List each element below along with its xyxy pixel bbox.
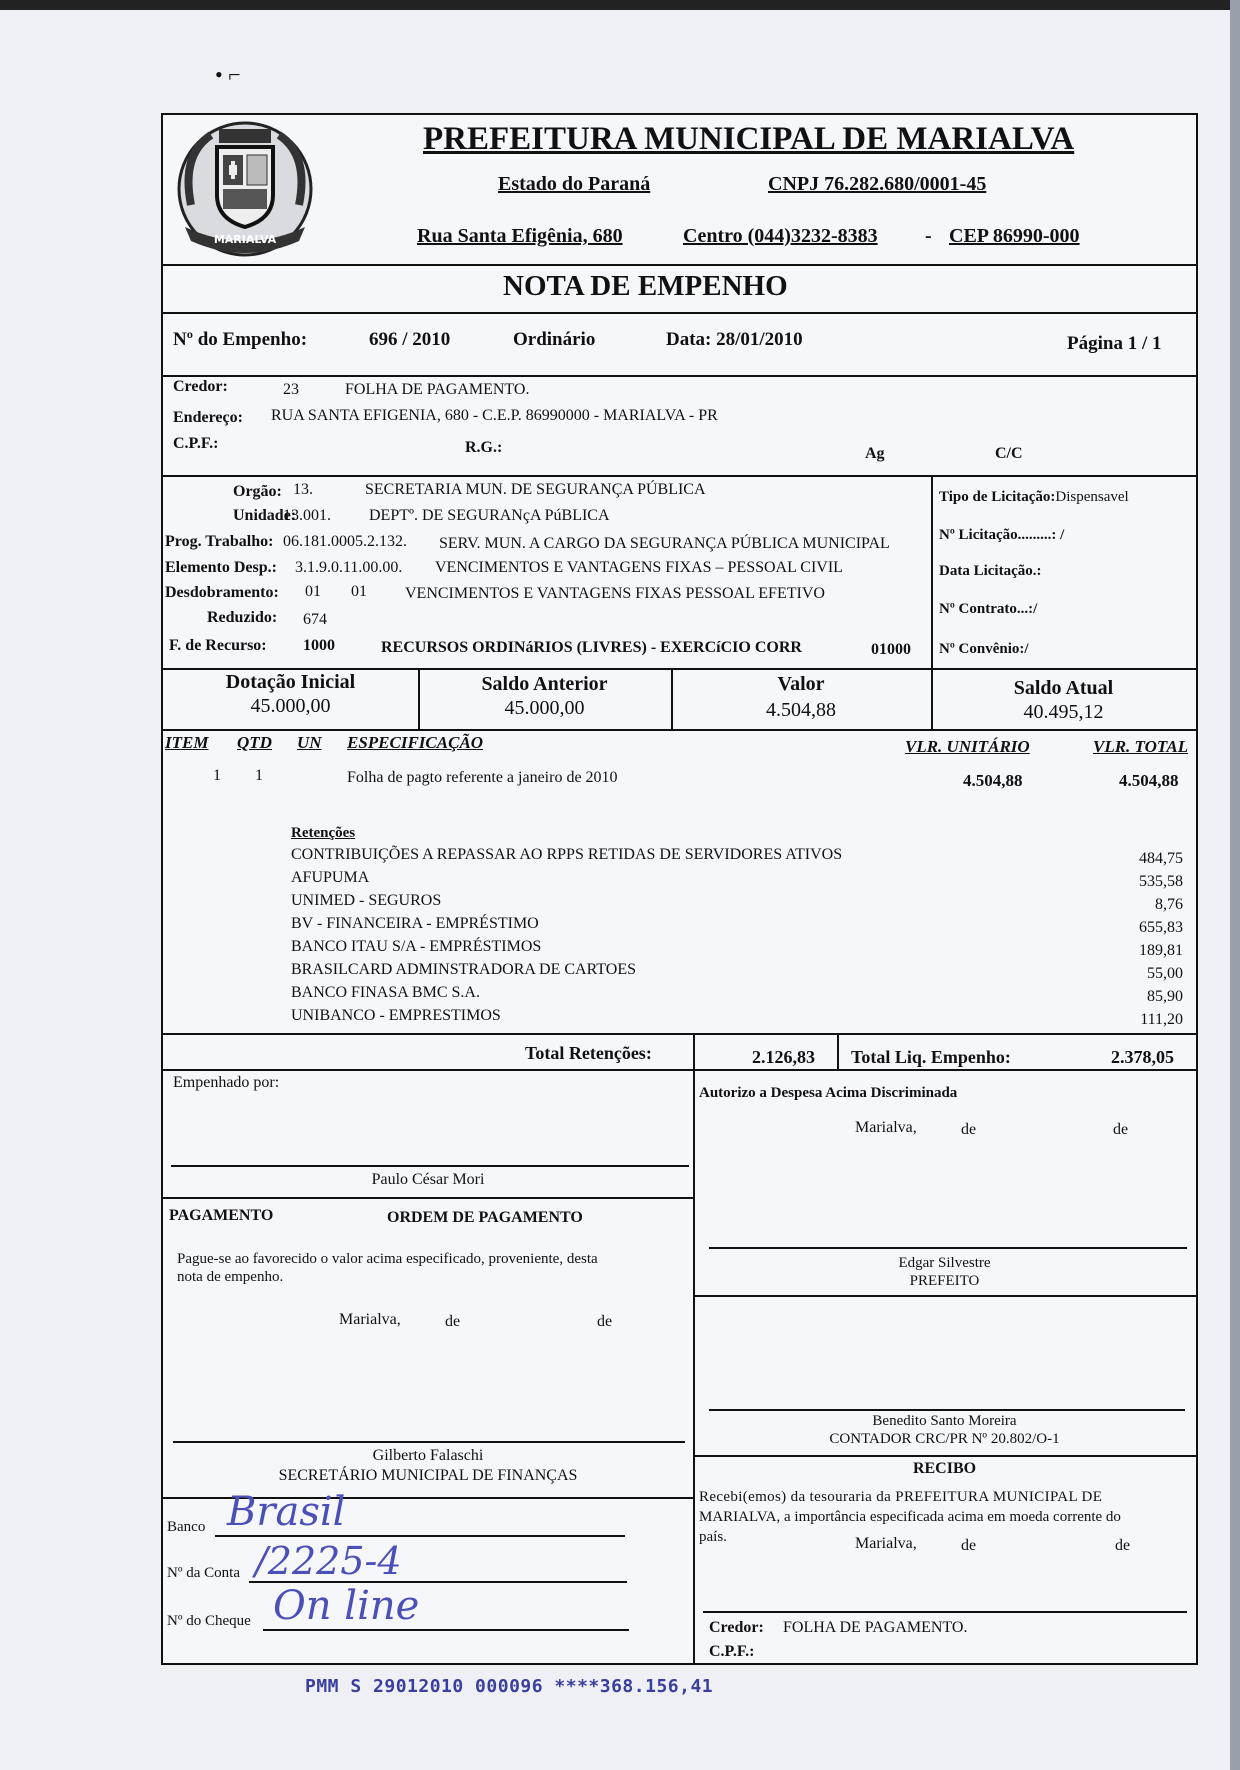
autorizo-de-2: de — [1113, 1121, 1129, 1138]
retencao-desc: BANCO FINASA BMC S.A. — [291, 984, 480, 1001]
header-district-phone: Centro (044)3232-8383 — [683, 225, 878, 247]
empenho-date: Data: 28/01/2010 — [666, 329, 803, 350]
desd-label: Desdobramento: — [165, 584, 279, 601]
contador-title: CONTADOR CRC/PR Nº 20.802/O-1 — [829, 1431, 1060, 1447]
empenhado-name: Paulo César Mori — [371, 1171, 485, 1188]
cpf-label: C.P.F.: — [173, 435, 219, 452]
autorizo-text: Autorizo a Despesa Acima Discriminada — [699, 1085, 958, 1101]
empenhado-label: Empenhado por: — [173, 1074, 280, 1091]
secretario-name: Gilberto Falaschi — [372, 1447, 484, 1464]
scan-edge-top — [0, 0, 1240, 10]
licitacao-tipo-value: Dispensavel — [1055, 489, 1129, 505]
retencao-desc: BANCO ITAU S/A - EMPRÉSTIMOS — [291, 938, 542, 955]
recibo-credor-label: Credor: — [709, 1619, 764, 1636]
empenho-number: 696 / 2010 — [369, 329, 451, 350]
banco-line — [215, 1535, 625, 1537]
cheque-label: Nº do Cheque — [167, 1613, 251, 1629]
banco-handwritten: Brasil — [227, 1489, 346, 1535]
rule — [693, 1295, 1196, 1297]
rule — [163, 264, 1196, 266]
row-spec: Folha de pagto referente a janeiro de 2010 — [347, 769, 618, 786]
col-total: VLR. TOTAL — [1093, 737, 1189, 756]
retencao-value: 85,90 — [1147, 988, 1183, 1005]
pagamento-de-1: de — [445, 1313, 461, 1330]
valor-label: Valor — [777, 673, 825, 695]
saldo-anterior-label: Saldo Anterior — [481, 673, 608, 695]
total-retencoes-value: 2.126,83 — [752, 1047, 815, 1067]
elem-code: 3.1.9.0.11.00.00. — [295, 559, 403, 576]
conta-handwritten: /2225-4 — [255, 1539, 402, 1583]
unidade-label: Unidade: — [233, 507, 297, 524]
total-liquido-value: 2.378,05 — [1111, 1047, 1174, 1067]
licitacao-contrato: Nº Contrato...:/ — [939, 601, 1038, 617]
licitacao-tipo-label: Tipo de Licitação: — [939, 489, 1056, 505]
divider — [837, 1033, 839, 1069]
signature-line — [709, 1247, 1187, 1249]
credor-label: Credor: — [173, 378, 228, 395]
recurso-label: F. de Recurso: — [169, 637, 267, 654]
rule — [163, 312, 1196, 314]
conta-label: Nº da Conta — [167, 1565, 240, 1581]
orgao-code: 13. — [293, 481, 313, 498]
recibo-text-2: MARIALVA, a importância especificada acima em moeda corrente do — [699, 1509, 1121, 1525]
contador-name: Benedito Santo Moreira — [872, 1413, 1017, 1429]
header-cnpj: CNPJ 76.282.680/0001-45 — [768, 173, 987, 195]
prefeito-name: Edgar Silvestre — [898, 1255, 991, 1271]
autorizo-city: Marialva, — [855, 1119, 917, 1136]
municipal-crest-icon — [171, 115, 319, 263]
rule — [163, 1033, 1196, 1035]
rg-label: R.G.: — [465, 439, 503, 456]
rule — [163, 729, 1196, 731]
retencao-desc: BV - FINANCEIRA - EMPRÉSTIMO — [291, 915, 539, 932]
col-qtd: QTD — [237, 733, 272, 752]
unidade-code: 13.001. — [283, 507, 331, 524]
scan-mark: • ⌐ — [215, 62, 241, 87]
saldo-atual-label: Saldo Atual — [1013, 677, 1114, 699]
rule — [163, 1197, 693, 1199]
ag-label: Ag — [865, 445, 885, 462]
retencao-value: 111,20 — [1140, 1011, 1183, 1028]
retencao-value: 55,00 — [1147, 965, 1183, 982]
retencoes-title: Retenções — [291, 825, 356, 841]
unidade-desc: DEPTº. DE SEGURANçA PúBLICA — [369, 507, 610, 524]
rule — [163, 375, 1196, 377]
rule — [163, 668, 1196, 670]
pagamento-label: PAGAMENTO — [169, 1207, 274, 1224]
doc-title: NOTA DE EMPENHO — [503, 270, 788, 302]
col-spec: ESPECIFICAÇÃO — [347, 733, 484, 752]
desd-code2: 01 — [351, 583, 367, 600]
recibo-text-1: Recebi(emos) da tesouraria da PREFEITURA MUNICIPAL DE — [699, 1489, 1103, 1505]
row-qtd: 1 — [255, 767, 263, 784]
scan-edge-right — [1230, 0, 1240, 1770]
retencao-desc: UNIMED - SEGUROS — [291, 892, 442, 909]
prog-code: 06.181.0005.2.132. — [283, 533, 407, 550]
dotacao-value: 45.000,00 — [250, 695, 331, 717]
divider — [693, 1069, 695, 1663]
signature-line — [171, 1165, 689, 1167]
total-retencoes-label: Total Retenções: — [525, 1043, 652, 1063]
retencao-desc: AFUPUMA — [291, 869, 370, 886]
signature-line — [173, 1441, 685, 1443]
retencao-value: 535,58 — [1139, 873, 1183, 890]
retencao-desc: BRASILCARD ADMINSTRADORA DE CARTOES — [291, 961, 637, 978]
licitacao-convenio: Nº Convênio:/ — [939, 641, 1029, 657]
row-item: 1 — [213, 767, 221, 784]
retencao-value: 655,83 — [1139, 919, 1183, 936]
recibo-de-2: de — [1115, 1537, 1131, 1554]
dotacao-label: Dotação Inicial — [225, 671, 356, 693]
rule — [163, 475, 1196, 477]
divider — [693, 1033, 695, 1069]
credor-address: RUA SANTA EFIGENIA, 680 - C.E.P. 86990000 - MARIALVA - PR — [271, 407, 718, 424]
empenho-type: Ordinário — [513, 329, 596, 350]
empenho-number-label: Nº do Empenho: — [173, 329, 308, 350]
cheque-line — [263, 1629, 629, 1631]
reduzido-label: Reduzido: — [207, 609, 278, 626]
autorizo-de-1: de — [961, 1121, 977, 1138]
recibo-text-3: país. — [699, 1529, 727, 1545]
cheque-handwritten: On line — [273, 1583, 420, 1629]
divider — [931, 475, 933, 669]
recibo-city: Marialva, — [855, 1535, 917, 1552]
row-total: 4.504,88 — [1119, 771, 1179, 790]
col-item: ITEM — [165, 733, 209, 752]
retencao-value: 484,75 — [1139, 850, 1183, 867]
nota-de-empenho-form — [161, 113, 1198, 1665]
header-state: Estado do Paraná — [498, 173, 651, 195]
header-dash: - — [925, 225, 932, 247]
recurso-code: 1000 — [303, 637, 335, 654]
signature-line — [703, 1611, 1187, 1613]
recurso-code2: 01000 — [871, 641, 911, 658]
saldo-anterior-value: 45.000,00 — [504, 697, 585, 719]
header-title: PREFEITURA MUNICIPAL DE MARIALVA — [423, 121, 1075, 157]
pagamento-text-2: nota de empenho. — [177, 1269, 284, 1285]
mechanical-stamp: PMM S 29012010 000096 ****368.156,41 — [305, 1676, 714, 1697]
banco-label: Banco — [167, 1519, 206, 1535]
address-label: Endereço: — [173, 409, 243, 426]
reduzido-code: 674 — [303, 611, 327, 628]
retencao-desc: CONTRIBUIÇÕES A REPASSAR AO RPPS RETIDAS DE SERVIDORES ATIVOS — [291, 846, 843, 863]
retencao-value: 189,81 — [1139, 942, 1183, 959]
orgao-label: Orgão: — [233, 483, 282, 500]
valor-value: 4.504,88 — [766, 699, 836, 721]
pagamento-city: Marialva, — [339, 1311, 401, 1328]
credor-code: 23 — [283, 381, 299, 398]
header-cep: CEP 86990-000 — [949, 225, 1080, 247]
col-un: UN — [297, 733, 322, 752]
prog-label: Prog. Trabalho: — [165, 533, 274, 550]
elem-label: Elemento Desp.: — [165, 559, 277, 576]
prog-desc: SERV. MUN. A CARGO DA SEGURANÇA PÚBLICA MUNICIPAL — [439, 535, 890, 552]
recibo-de-1: de — [961, 1537, 977, 1554]
retencao-desc: UNIBANCO - EMPRESTIMOS — [291, 1007, 501, 1024]
recurso-desc: RECURSOS ORDINáRIOS (LIVRES) - EXERCíCIO CORR — [381, 639, 802, 656]
secretario-title: SECRETÁRIO MUNICIPAL DE FINANÇAS — [278, 1467, 578, 1484]
recibo-cpf-label: C.P.F.: — [709, 1643, 755, 1660]
rule — [163, 1069, 1196, 1071]
recibo-credor: FOLHA DE PAGAMENTO. — [783, 1619, 968, 1636]
licitacao-number: Nº Licitação.........: / — [939, 527, 1065, 543]
licitacao-tipo — [939, 489, 1129, 506]
ordem-pagamento-label: ORDEM DE PAGAMENTO — [387, 1209, 583, 1226]
pagamento-text-1: Pague-se ao favorecido o valor acima especificado, proveniente, desta — [177, 1251, 598, 1267]
total-liquido-label: Total Liq. Empenho: — [851, 1047, 1011, 1067]
rule — [693, 1455, 1196, 1457]
crest-banner-text: MARIALVA — [213, 233, 277, 246]
desd-desc: VENCIMENTOS E VANTAGENS FIXAS PESSOAL EFETIVO — [405, 585, 825, 602]
recibo-title: RECIBO — [912, 1460, 977, 1477]
empenho-page: Página 1 / 1 — [1067, 333, 1162, 354]
pagamento-de-2: de — [597, 1313, 613, 1330]
licitacao-date: Data Licitação.: — [939, 563, 1042, 579]
retencao-value: 8,76 — [1155, 896, 1183, 913]
row-unit: 4.504,88 — [963, 771, 1023, 790]
cc-label: C/C — [995, 445, 1023, 462]
prefeito-title: PREFEITO — [909, 1273, 980, 1289]
saldo-atual-value: 40.495,12 — [1023, 701, 1104, 723]
desd-code1: 01 — [305, 583, 321, 600]
signature-line — [709, 1409, 1185, 1411]
col-unit: VLR. UNITÁRIO — [905, 737, 1030, 756]
credor-name: FOLHA DE PAGAMENTO. — [345, 381, 530, 398]
header-street: Rua Santa Efigênia, 680 — [417, 225, 623, 247]
orgao-desc: SECRETARIA MUN. DE SEGURANÇA PÚBLICA — [365, 481, 706, 498]
elem-desc: VENCIMENTOS E VANTAGENS FIXAS – PESSOAL CIVIL — [435, 559, 843, 576]
